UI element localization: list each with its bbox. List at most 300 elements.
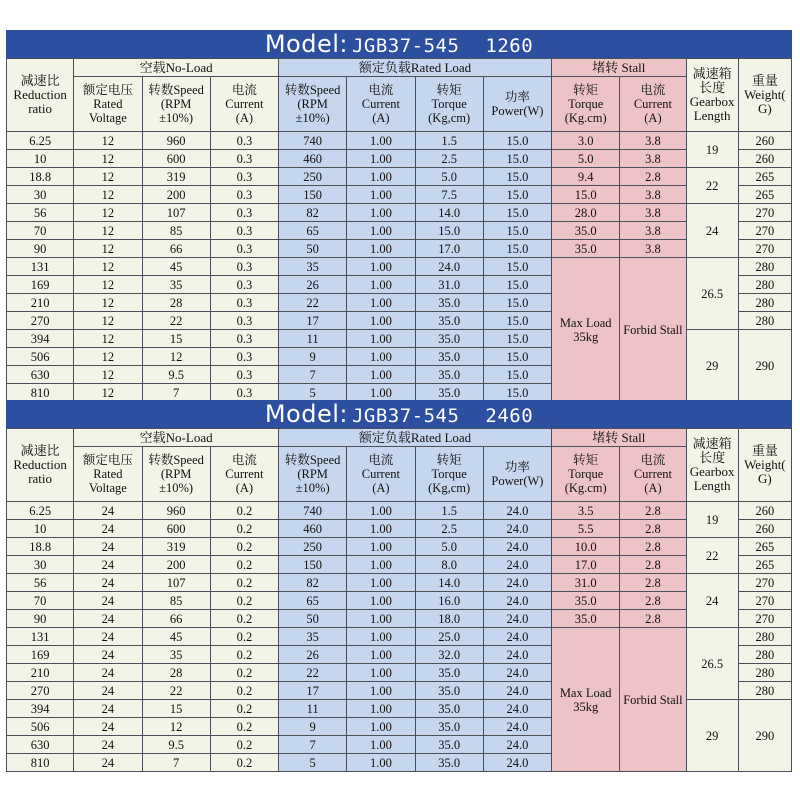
noload-speed-cell: 7: [142, 384, 210, 402]
weight-cell: 280: [738, 258, 791, 276]
ratio-cell: 169: [7, 276, 74, 294]
weight-cell: 265: [738, 168, 791, 186]
noload-current-cell: 0.3: [210, 186, 278, 204]
noload-current-cell: 0.2: [210, 682, 278, 700]
gearbox-header: 减速箱 长度 Gearbox Length: [686, 429, 738, 502]
stall-current-cell: 3.8: [620, 150, 686, 168]
rated-power-cell: 24.0: [483, 502, 551, 520]
rated-power-cell: 24.0: [483, 538, 551, 556]
rl-power-header: 功率 Power(W): [483, 447, 551, 502]
stall-current-cell: 2.8: [620, 520, 686, 538]
table-row: [7, 520, 792, 538]
rated-power-cell: 24.0: [483, 628, 551, 646]
rated-current-cell: 1.00: [347, 276, 415, 294]
rated-current-cell: 1.00: [347, 240, 415, 258]
rated-speed-cell: 22: [279, 294, 347, 312]
voltage-cell: 24: [74, 556, 142, 574]
rated-power-cell: 24.0: [483, 736, 551, 754]
voltage-cell: 12: [74, 330, 142, 348]
ratio-cell: 270: [7, 312, 74, 330]
noload-speed-cell: 45: [142, 628, 210, 646]
noload-speed-cell: 200: [142, 556, 210, 574]
stall-current-cell: 2.8: [620, 574, 686, 592]
rated-speed-cell: 150: [279, 186, 347, 204]
weight-cell: 280: [738, 682, 791, 700]
table-row: [7, 150, 792, 168]
rated-current-cell: 1.00: [347, 132, 415, 150]
rated-power-cell: 15.0: [483, 204, 551, 222]
rl-torque-header: 转矩 Torque (Kg,cm): [415, 77, 483, 132]
gearbox-header: 减速箱 长度 Gearbox Length: [686, 59, 738, 132]
weight-header: 重量 Weight( G): [738, 59, 791, 132]
noload-current-cell: 0.2: [210, 592, 278, 610]
rated-power-cell: 15.0: [483, 150, 551, 168]
rated-torque-cell: 14.0: [415, 574, 483, 592]
noload-speed-cell: 9.5: [142, 736, 210, 754]
rated-torque-cell: 16.0: [415, 592, 483, 610]
model-code: JGB37-545: [351, 35, 460, 57]
rated-power-cell: 24.0: [483, 718, 551, 736]
stall-torque-cell: 10.0: [552, 538, 620, 556]
rated-power-cell: 15.0: [483, 366, 551, 384]
weight-cell: 265: [738, 556, 791, 574]
nl-current-header: 电流 Current (A): [210, 447, 278, 502]
ratio-cell: 70: [7, 592, 74, 610]
voltage-cell: 12: [74, 240, 142, 258]
voltage-cell: 24: [74, 520, 142, 538]
gearbox-length-cell: 24: [686, 574, 738, 628]
table-row: [7, 538, 792, 556]
rated-power-cell: 15.0: [483, 222, 551, 240]
model-variant: 2460: [485, 405, 534, 427]
table-row: [7, 592, 792, 610]
noload-current-cell: 0.2: [210, 520, 278, 538]
ratio-cell: 506: [7, 718, 74, 736]
rated-torque-cell: 35.0: [415, 330, 483, 348]
model-variant: 1260: [485, 35, 534, 57]
weight-cell: 270: [738, 240, 791, 258]
rated-power-cell: 15.0: [483, 132, 551, 150]
noload-speed-cell: 35: [142, 276, 210, 294]
rated-torque-cell: 35.0: [415, 312, 483, 330]
rated-power-cell: 15.0: [483, 186, 551, 204]
spec-table: [6, 58, 792, 402]
rated-current-cell: 1.00: [347, 646, 415, 664]
rated-current-cell: 1.00: [347, 204, 415, 222]
noload-speed-cell: 7: [142, 754, 210, 772]
rated-group-header: 额定负载Rated Load: [279, 429, 552, 447]
noload-current-cell: 0.2: [210, 664, 278, 682]
rated-current-cell: 1.00: [347, 348, 415, 366]
noload-current-cell: 0.3: [210, 276, 278, 294]
voltage-cell: 24: [74, 664, 142, 682]
rated-torque-cell: 1.5: [415, 502, 483, 520]
noload-speed-cell: 15: [142, 330, 210, 348]
noload-current-cell: 0.3: [210, 222, 278, 240]
rated-torque-cell: 8.0: [415, 556, 483, 574]
table-row: [7, 168, 792, 186]
ratio-cell: 630: [7, 736, 74, 754]
rated-power-cell: 24.0: [483, 682, 551, 700]
rated-power-cell: 15.0: [483, 384, 551, 402]
ratio-cell: 10: [7, 150, 74, 168]
rated-current-cell: 1.00: [347, 312, 415, 330]
noload-speed-cell: 319: [142, 538, 210, 556]
rated-torque-cell: 14.0: [415, 204, 483, 222]
rated-power-cell: 15.0: [483, 276, 551, 294]
rated-power-cell: 15.0: [483, 312, 551, 330]
rated-torque-cell: 25.0: [415, 628, 483, 646]
noload-group-header: 空载No-Load: [74, 429, 279, 447]
rated-torque-cell: 24.0: [415, 258, 483, 276]
forbid-stall-note: Forbid Stall: [620, 258, 686, 402]
noload-speed-cell: 45: [142, 258, 210, 276]
rated-torque-cell: 35.0: [415, 384, 483, 402]
rated-speed-cell: 7: [279, 736, 347, 754]
noload-current-cell: 0.2: [210, 736, 278, 754]
model-title: [6, 30, 792, 58]
noload-current-cell: 0.3: [210, 330, 278, 348]
rated-speed-cell: 35: [279, 628, 347, 646]
gearbox-length-cell: 24: [686, 204, 738, 258]
rated-current-cell: 1.00: [347, 502, 415, 520]
rated-speed-cell: 17: [279, 682, 347, 700]
rated-torque-cell: 35.0: [415, 664, 483, 682]
rated-power-cell: 24.0: [483, 574, 551, 592]
weight-cell: 290: [738, 330, 791, 402]
voltage-cell: 12: [74, 366, 142, 384]
voltage-cell: 12: [74, 384, 142, 402]
voltage-cell: 24: [74, 502, 142, 520]
weight-cell: 280: [738, 312, 791, 330]
weight-header: 重量 Weight( G): [738, 429, 791, 502]
noload-speed-cell: 960: [142, 132, 210, 150]
rated-speed-cell: 22: [279, 664, 347, 682]
rated-torque-cell: 32.0: [415, 646, 483, 664]
rated-power-cell: 15.0: [483, 258, 551, 276]
rated-current-cell: 1.00: [347, 700, 415, 718]
weight-cell: 260: [738, 132, 791, 150]
rated-power-cell: 24.0: [483, 754, 551, 772]
rated-speed-cell: 82: [279, 574, 347, 592]
noload-speed-cell: 28: [142, 294, 210, 312]
weight-cell: 270: [738, 204, 791, 222]
rated-torque-cell: 35.0: [415, 700, 483, 718]
rl-speed-header: 转数Speed (RPM ±10%): [279, 77, 347, 132]
noload-current-cell: 0.3: [210, 384, 278, 402]
spec-table: [6, 428, 792, 772]
voltage-cell: 12: [74, 204, 142, 222]
model-label: Model:: [264, 400, 348, 428]
rated-current-cell: 1.00: [347, 592, 415, 610]
rated-current-cell: 1.00: [347, 574, 415, 592]
rl-speed-header: 转数Speed (RPM ±10%): [279, 447, 347, 502]
noload-speed-cell: 9.5: [142, 366, 210, 384]
stall-current-cell: 2.8: [620, 538, 686, 556]
rated-speed-cell: 11: [279, 330, 347, 348]
ratio-cell: 210: [7, 294, 74, 312]
table-row: [7, 628, 792, 646]
weight-cell: 280: [738, 646, 791, 664]
noload-speed-cell: 319: [142, 168, 210, 186]
st-current-header: 电流 Current (A): [620, 447, 686, 502]
stall-current-cell: 2.8: [620, 556, 686, 574]
stall-torque-cell: 5.5: [552, 520, 620, 538]
rated-current-cell: 1.00: [347, 330, 415, 348]
model-label: Model:: [264, 30, 348, 58]
rated-current-cell: 1.00: [347, 664, 415, 682]
rated-speed-cell: 460: [279, 520, 347, 538]
rated-current-cell: 1.00: [347, 186, 415, 204]
stall-current-cell: 2.8: [620, 610, 686, 628]
rated-speed-cell: 9: [279, 348, 347, 366]
weight-cell: 260: [738, 150, 791, 168]
noload-current-cell: 0.2: [210, 718, 278, 736]
rated-power-cell: 15.0: [483, 168, 551, 186]
rated-speed-cell: 26: [279, 646, 347, 664]
rated-torque-cell: 35.0: [415, 348, 483, 366]
ratio-cell: 30: [7, 556, 74, 574]
rated-speed-cell: 250: [279, 168, 347, 186]
noload-speed-cell: 28: [142, 664, 210, 682]
rated-current-cell: 1.00: [347, 538, 415, 556]
voltage-cell: 12: [74, 132, 142, 150]
stall-current-cell: 3.8: [620, 222, 686, 240]
rated-current-cell: 1.00: [347, 556, 415, 574]
noload-speed-cell: 15: [142, 700, 210, 718]
stall-torque-cell: 3.5: [552, 502, 620, 520]
stall-torque-cell: 28.0: [552, 204, 620, 222]
stall-current-cell: 3.8: [620, 186, 686, 204]
voltage-cell: 24: [74, 736, 142, 754]
voltage-cell: 12: [74, 186, 142, 204]
voltage-cell: 24: [74, 700, 142, 718]
st-torque-header: 转矩 Torque (Kg.cm): [552, 447, 620, 502]
gearbox-length-cell: 22: [686, 538, 738, 574]
stall-torque-cell: 35.0: [552, 610, 620, 628]
rated-torque-cell: 17.0: [415, 240, 483, 258]
voltage-cell: 24: [74, 628, 142, 646]
model-title: [6, 400, 792, 428]
noload-current-cell: 0.3: [210, 150, 278, 168]
rated-power-cell: 24.0: [483, 610, 551, 628]
voltage-cell: 12: [74, 312, 142, 330]
rated-torque-cell: 31.0: [415, 276, 483, 294]
rated-current-cell: 1.00: [347, 168, 415, 186]
ratio-cell: 394: [7, 330, 74, 348]
noload-speed-cell: 66: [142, 240, 210, 258]
voltage-header: 额定电压 Rated Voltage: [74, 447, 142, 502]
stall-current-cell: 2.8: [620, 168, 686, 186]
stall-torque-cell: 15.0: [552, 186, 620, 204]
rated-speed-cell: 740: [279, 132, 347, 150]
ratio-cell: 131: [7, 258, 74, 276]
rated-torque-cell: 7.5: [415, 186, 483, 204]
ratio-cell: 506: [7, 348, 74, 366]
noload-speed-cell: 960: [142, 502, 210, 520]
rated-torque-cell: 35.0: [415, 718, 483, 736]
gearbox-length-cell: 26.5: [686, 628, 738, 700]
rated-speed-cell: 9: [279, 718, 347, 736]
stall-torque-cell: 35.0: [552, 592, 620, 610]
rated-current-cell: 1.00: [347, 736, 415, 754]
voltage-cell: 12: [74, 258, 142, 276]
voltage-cell: 24: [74, 610, 142, 628]
weight-cell: 260: [738, 520, 791, 538]
ratio-header: 减速比 Reduction ratio: [7, 59, 74, 132]
stall-group-header: 堵转 Stall: [552, 429, 686, 447]
noload-speed-cell: 22: [142, 682, 210, 700]
gearbox-length-cell: 29: [686, 330, 738, 402]
weight-cell: 280: [738, 276, 791, 294]
voltage-cell: 24: [74, 538, 142, 556]
rated-power-cell: 15.0: [483, 294, 551, 312]
noload-current-cell: 0.2: [210, 538, 278, 556]
voltage-cell: 24: [74, 574, 142, 592]
stall-group-header: 堵转 Stall: [552, 59, 686, 77]
gearbox-length-cell: 22: [686, 168, 738, 204]
spec-table-24v: [6, 400, 792, 772]
table-row: [7, 610, 792, 628]
rated-speed-cell: 65: [279, 222, 347, 240]
rated-current-cell: 1.00: [347, 628, 415, 646]
rated-speed-cell: 82: [279, 204, 347, 222]
rated-torque-cell: 35.0: [415, 682, 483, 700]
stall-torque-cell: 35.0: [552, 222, 620, 240]
noload-speed-cell: 12: [142, 348, 210, 366]
rated-speed-cell: 26: [279, 276, 347, 294]
max-load-note: Max Load 35kg: [552, 258, 620, 402]
rated-current-cell: 1.00: [347, 718, 415, 736]
rated-torque-cell: 18.0: [415, 610, 483, 628]
table-row: [7, 502, 792, 520]
nl-current-header: 电流 Current (A): [210, 77, 278, 132]
voltage-cell: 12: [74, 222, 142, 240]
weight-cell: 270: [738, 574, 791, 592]
stall-torque-cell: 3.0: [552, 132, 620, 150]
noload-current-cell: 0.2: [210, 574, 278, 592]
rated-current-cell: 1.00: [347, 366, 415, 384]
rl-power-header: 功率 Power(W): [483, 77, 551, 132]
noload-speed-cell: 600: [142, 520, 210, 538]
rated-power-cell: 24.0: [483, 646, 551, 664]
rated-speed-cell: 5: [279, 384, 347, 402]
model-code: JGB37-545: [351, 405, 460, 427]
ratio-cell: 10: [7, 520, 74, 538]
rated-speed-cell: 11: [279, 700, 347, 718]
table-row: [7, 222, 792, 240]
noload-speed-cell: 22: [142, 312, 210, 330]
noload-current-cell: 0.3: [210, 168, 278, 186]
table-row: [7, 240, 792, 258]
ratio-cell: 210: [7, 664, 74, 682]
ratio-cell: 6.25: [7, 132, 74, 150]
table-row: [7, 258, 792, 276]
noload-speed-cell: 35: [142, 646, 210, 664]
noload-group-header: 空载No-Load: [74, 59, 279, 77]
rated-speed-cell: 740: [279, 502, 347, 520]
noload-current-cell: 0.2: [210, 646, 278, 664]
weight-cell: 265: [738, 538, 791, 556]
ratio-cell: 394: [7, 700, 74, 718]
stall-torque-cell: 35.0: [552, 240, 620, 258]
noload-current-cell: 0.2: [210, 628, 278, 646]
noload-speed-cell: 12: [142, 718, 210, 736]
table-row: [7, 574, 792, 592]
table-row: [7, 132, 792, 150]
rated-power-cell: 15.0: [483, 330, 551, 348]
rated-speed-cell: 35: [279, 258, 347, 276]
rated-speed-cell: 17: [279, 312, 347, 330]
noload-speed-cell: 66: [142, 610, 210, 628]
stall-current-cell: 3.8: [620, 240, 686, 258]
noload-speed-cell: 107: [142, 574, 210, 592]
weight-cell: 280: [738, 294, 791, 312]
table-row: [7, 204, 792, 222]
noload-current-cell: 0.3: [210, 348, 278, 366]
rated-torque-cell: 5.0: [415, 168, 483, 186]
noload-current-cell: 0.2: [210, 556, 278, 574]
rated-power-cell: 15.0: [483, 348, 551, 366]
stall-torque-cell: 5.0: [552, 150, 620, 168]
voltage-header: 额定电压 Rated Voltage: [74, 77, 142, 132]
rated-power-cell: 24.0: [483, 520, 551, 538]
rated-group-header: 额定负载Rated Load: [279, 59, 552, 77]
weight-cell: 270: [738, 592, 791, 610]
ratio-cell: 70: [7, 222, 74, 240]
st-torque-header: 转矩 Torque (Kg.cm): [552, 77, 620, 132]
rated-torque-cell: 2.5: [415, 150, 483, 168]
voltage-cell: 24: [74, 718, 142, 736]
weight-cell: 280: [738, 628, 791, 646]
rated-current-cell: 1.00: [347, 258, 415, 276]
gearbox-length-cell: 19: [686, 132, 738, 168]
ratio-cell: 56: [7, 204, 74, 222]
rated-current-cell: 1.00: [347, 610, 415, 628]
weight-cell: 270: [738, 610, 791, 628]
ratio-cell: 131: [7, 628, 74, 646]
table-row: [7, 556, 792, 574]
ratio-cell: 810: [7, 754, 74, 772]
rated-current-cell: 1.00: [347, 754, 415, 772]
stall-torque-cell: 31.0: [552, 574, 620, 592]
rated-torque-cell: 35.0: [415, 754, 483, 772]
voltage-cell: 12: [74, 168, 142, 186]
rated-torque-cell: 2.5: [415, 520, 483, 538]
weight-cell: 265: [738, 186, 791, 204]
rl-torque-header: 转矩 Torque (Kg,cm): [415, 447, 483, 502]
table-row: [7, 186, 792, 204]
rated-power-cell: 24.0: [483, 556, 551, 574]
stall-torque-cell: 17.0: [552, 556, 620, 574]
noload-speed-cell: 107: [142, 204, 210, 222]
noload-current-cell: 0.2: [210, 754, 278, 772]
noload-current-cell: 0.2: [210, 610, 278, 628]
rated-torque-cell: 35.0: [415, 736, 483, 754]
gearbox-length-cell: 19: [686, 502, 738, 538]
stall-torque-cell: 9.4: [552, 168, 620, 186]
ratio-cell: 18.8: [7, 168, 74, 186]
rated-current-cell: 1.00: [347, 150, 415, 168]
st-current-header: 电流 Current (A): [620, 77, 686, 132]
ratio-cell: 18.8: [7, 538, 74, 556]
nl-speed-header: 转数Speed (RPM ±10%): [142, 77, 210, 132]
noload-current-cell: 0.2: [210, 502, 278, 520]
voltage-cell: 12: [74, 348, 142, 366]
noload-current-cell: 0.3: [210, 366, 278, 384]
ratio-header: 减速比 Reduction ratio: [7, 429, 74, 502]
rated-torque-cell: 15.0: [415, 222, 483, 240]
